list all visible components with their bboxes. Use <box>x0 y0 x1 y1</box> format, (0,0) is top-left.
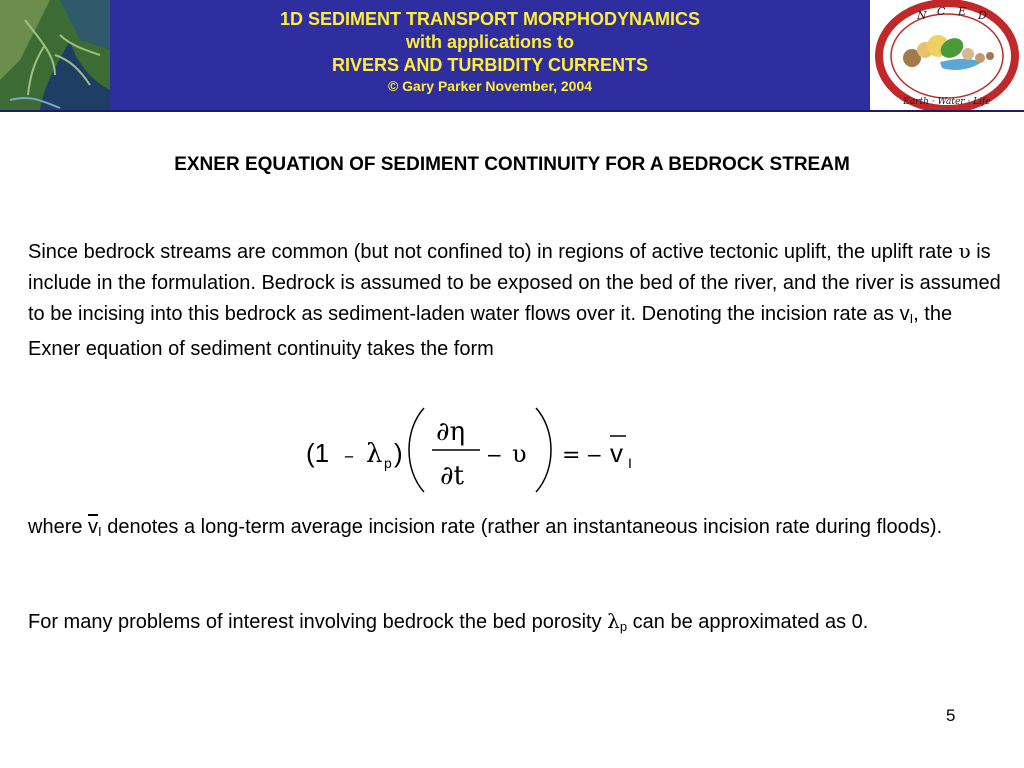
page-number: 5 <box>946 706 956 725</box>
eq-numerator: ∂η <box>436 417 466 447</box>
intro-text-c: , the Exner equation of sediment continuity takes the form <box>28 303 953 360</box>
paragraph-porosity <box>28 606 1008 642</box>
upsilon-symbol: υ <box>958 239 971 263</box>
header-banner <box>0 0 1024 112</box>
porosity-text-b: can be approximated as 0. <box>627 611 869 633</box>
exner-equation <box>300 400 660 500</box>
paragraph-intro <box>28 236 1008 365</box>
eq-close-paren: ) <box>394 438 403 468</box>
logo-letter-n: N <box>917 9 927 22</box>
eq-equals: = <box>562 443 581 468</box>
logo-letter-e: E <box>958 5 967 18</box>
eq-minus-2: − <box>486 443 503 467</box>
eq-minus-1: – <box>344 443 354 467</box>
eq-denominator: ∂t <box>440 461 464 491</box>
eq-v: v <box>610 438 623 468</box>
course-title-line1: 1D SEDIMENT TRANSPORT MORPHODYNAMICS <box>279 9 701 29</box>
course-title-line2: with applications to <box>405 32 574 52</box>
eq-lambda-sub: p <box>384 455 392 471</box>
slide-heading: EXNER EQUATION OF SEDIMENT CONTINUITY FOR A BEDROCK STREAM <box>174 154 850 175</box>
where-text: where <box>28 516 89 538</box>
logo-motto: Earth · Water · Life <box>903 97 991 107</box>
paragraph-where <box>28 512 1008 547</box>
copyright-line: © Gary Parker November, 2004 <box>387 78 593 94</box>
eq-big-open-paren <box>409 408 424 492</box>
eq-upsilon: υ <box>512 440 527 468</box>
header-divider <box>0 110 1024 112</box>
intro-text-b: is include in the formulation. Bedrock is assumed to be exposed on the bed of the river, and the river is assumed to be incising into this bedrock as sediment-laden water flows over it. Denoting the incision rate as v <box>28 241 1001 325</box>
eq-big-close-paren <box>536 408 551 492</box>
nced-logo <box>870 0 1024 112</box>
vbar-symbol: $\overline{v}$ <box>88 516 99 538</box>
eq-lambda: λ <box>366 439 383 469</box>
satellite-delta-image <box>0 0 110 110</box>
where-rest: denotes a long-term average incision rate (rather an instantaneous incision rate during floods). <box>101 516 943 538</box>
logo-letter-c: C <box>937 5 946 18</box>
intro-text-a: Since bedrock streams are common (but not confined to) in regions of active tectonic uplift, the uplift rate <box>28 241 959 263</box>
course-title-line3: RIVERS AND TURBIDITY CURRENTS <box>331 55 649 75</box>
lambda-symbol: λ <box>607 609 620 633</box>
logo-letter-d: D <box>978 9 987 22</box>
eq-one: (1 <box>306 438 330 468</box>
porosity-text-a: For many problems of interest involving bedrock the bed porosity <box>28 611 608 633</box>
course-title-box <box>110 0 870 110</box>
eq-minus-3: − <box>586 443 603 467</box>
vbar-subscript: I <box>98 524 102 539</box>
lambda-subscript: p <box>619 619 628 634</box>
eq-v-sub: I <box>628 455 632 471</box>
incision-subscript: I <box>909 311 914 326</box>
